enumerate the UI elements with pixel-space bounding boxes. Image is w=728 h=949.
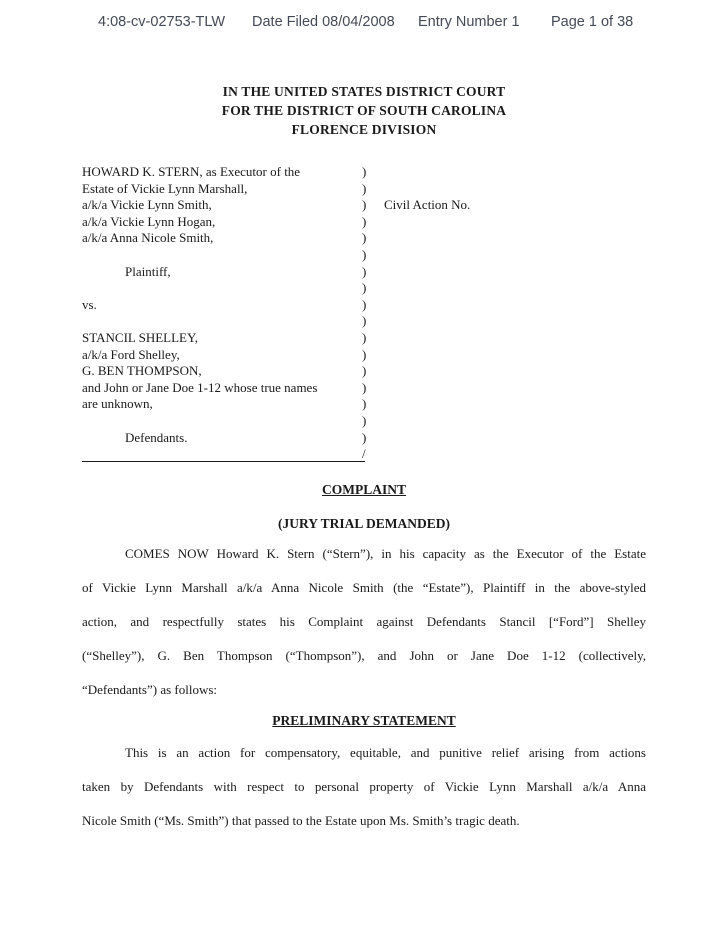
plaintiff-line: Estate of Vickie Lynn Marshall, (82, 180, 248, 196)
document-subtitle: (JURY TRIAL DEMANDED) (277, 516, 451, 531)
case-number: 4:08-cv-02753-TLW (98, 14, 226, 30)
plaintiff-role: Plaintiff, (125, 263, 171, 279)
plaintiff-line: a/k/a Vickie Lynn Smith, (82, 197, 212, 213)
defendant-line: are unknown, (82, 396, 153, 412)
intro-line: (“Shelley”), G. Ben Thompson (“Thompson”), and John or Jane Doe 1-12 (collectively, (82, 648, 646, 663)
caption-spacer (82, 413, 367, 430)
page-number: Page 1 of 38 (551, 14, 634, 30)
caption-spacer (82, 280, 367, 297)
plaintiff-line: HOWARD K. STERN, as Executor of the (82, 164, 301, 179)
intro-line: COMES NOW Howard K. Stern (“Stern”), in his capacity as the Executor of the Estate (125, 546, 646, 561)
preliminary-line: taken by Defendants with respect to personal property of Vickie Lynn Marshall a/k/a Anna (82, 779, 646, 794)
caption-paren: ) (362, 280, 367, 296)
defendant-line: G. BEN THOMPSON, (82, 363, 202, 379)
caption-paren: ) (362, 263, 367, 279)
section-heading: PRELIMINARY STATEMENT (272, 713, 456, 728)
caption-paren: ) (362, 180, 367, 196)
court-line-1: IN THE UNITED STATES DISTRICT COURT (222, 84, 506, 99)
caption-paren: ) (362, 329, 367, 345)
caption-slash: / (362, 446, 366, 462)
plaintiff-line: a/k/a Anna Nicole Smith, (82, 230, 214, 246)
preliminary-line: This is an action for compensatory, equitable, and punitive relief arising from actions (125, 745, 646, 760)
caption-paren: ) (362, 213, 367, 229)
intro-line: action, and respectfully states his Complaint against Defendants Stancil [“Ford”] Shelley (82, 614, 646, 629)
caption-paren: ) (362, 246, 367, 262)
caption-paren: ) (362, 164, 367, 179)
intro-paragraph (82, 537, 646, 707)
plaintiff-line: a/k/a Vickie Lynn Hogan, (82, 213, 216, 229)
civil-action-label: Civil Action No. (384, 197, 471, 213)
caption-paren: ) (362, 429, 367, 445)
defendant-role: Defendants. (125, 429, 188, 445)
caption-paren: ) (362, 379, 367, 395)
caption-spacer (82, 313, 367, 330)
caption-paren-column (362, 164, 374, 463)
caption-rule (82, 461, 365, 462)
caption-paren: ) (362, 363, 367, 379)
caption-spacer (82, 247, 367, 264)
defendant-line: STANCIL SHELLEY, (82, 329, 198, 345)
intro-line: “Defendants”) as follows: (82, 682, 218, 697)
defendant-line: a/k/a Ford Shelley, (82, 346, 180, 362)
caption-paren: ) (362, 296, 367, 312)
date-filed: Date Filed 08/04/2008 (252, 14, 395, 30)
intro-line: of Vickie Lynn Marshall a/k/a Anna Nicole Smith (the “Estate”), Plaintiff in the above-styled (82, 580, 646, 595)
court-line-2: FOR THE DISTRICT OF SOUTH CAROLINA (221, 103, 507, 118)
entry-number: Entry Number 1 (418, 14, 520, 30)
caption-paren: ) (362, 396, 367, 412)
court-line-3: FLORENCE DIVISION (291, 122, 437, 137)
caption-paren: ) (362, 197, 367, 213)
caption-paren: ) (362, 346, 367, 362)
caption-paren: ) (362, 313, 367, 329)
defendant-line: and John or Jane Doe 1-12 whose true names (82, 379, 318, 395)
preliminary-paragraph (82, 736, 646, 838)
court-heading (0, 82, 728, 139)
caption-parties (82, 164, 367, 446)
caption-paren: ) (362, 230, 367, 246)
document-title: COMPLAINT (322, 482, 406, 497)
versus-label: vs. (82, 296, 97, 312)
caption-paren: ) (362, 412, 367, 428)
preliminary-line: Nicole Smith (“Ms. Smith”) that passed to the Estate upon Ms. Smith’s tragic death. (82, 813, 520, 828)
